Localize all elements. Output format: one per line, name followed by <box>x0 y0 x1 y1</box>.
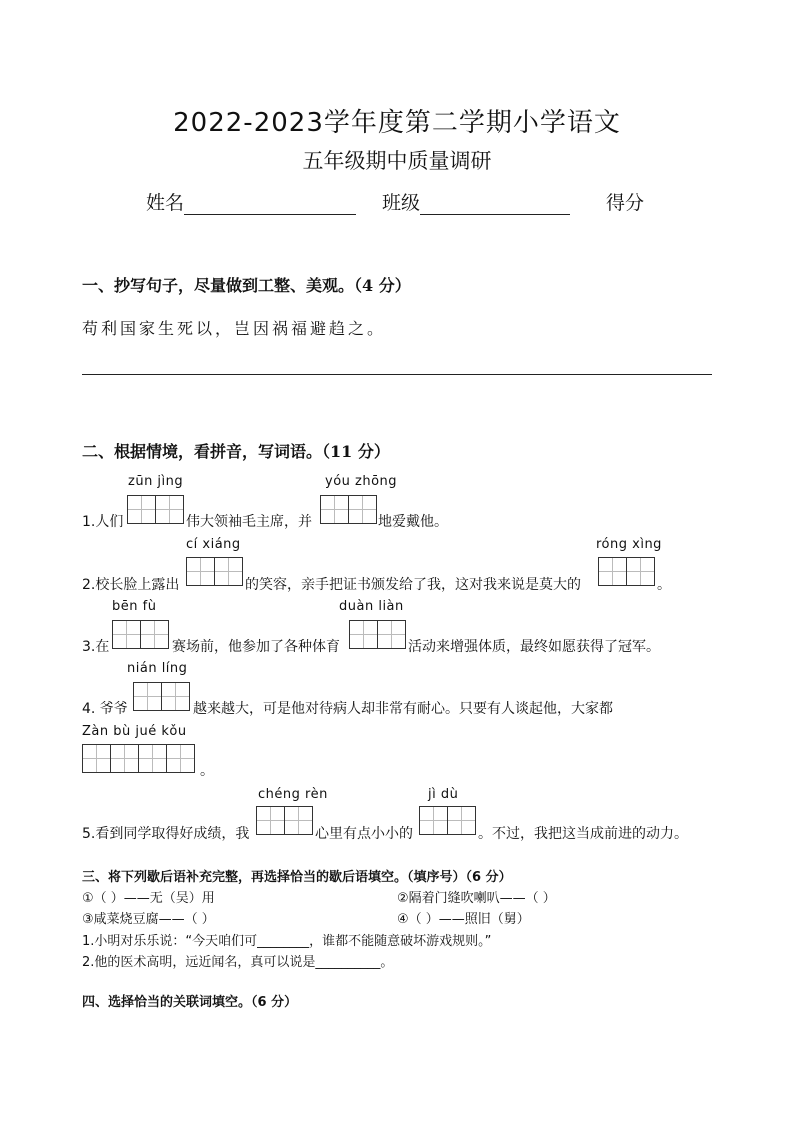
q2-answer-box-a[interactable] <box>186 557 243 587</box>
q5-prefix: 5.看到同学取得好成绩，我 <box>82 826 250 842</box>
xiehouyu-item-1[interactable]: ①（ ）——无（吴）用 <box>82 891 215 906</box>
pinyin-q3b: duàn liàn <box>339 599 404 614</box>
section2-heading: 二、根据情境，看拼音，写词语。（11 分） <box>82 442 390 461</box>
pinyin-q2b: róng xìng <box>596 537 662 552</box>
pinyin-q1b: yóu zhōng <box>325 474 398 489</box>
xiehouyu-item-3[interactable]: ③咸菜烧豆腐——（ ） <box>82 912 215 927</box>
score-label: 得分 <box>606 192 645 214</box>
q3-prefix: 3.在 <box>82 639 110 655</box>
q4-answer-box-a[interactable] <box>133 682 190 712</box>
pinyin-q2a: cí xiáng <box>186 537 241 552</box>
pinyin-q3a: bēn fù <box>112 599 157 614</box>
section4-heading: 四、选择恰当的关联词填空。（6 分） <box>82 995 298 1010</box>
pinyin-q4b: Zàn bù jué kǒu <box>82 724 187 739</box>
q3-mid: 赛场前，他参加了各种体育 <box>172 639 340 655</box>
page-title: 2022-2023学年度第二学期小学语文 <box>173 108 621 138</box>
name-blank[interactable] <box>184 194 356 215</box>
q3-answer-box-b[interactable] <box>349 620 406 650</box>
pinyin-q4a: nián líng <box>127 661 188 676</box>
class-field <box>382 188 570 215</box>
q5-suffix: 。不过，我把这当成前进的动力。 <box>478 826 688 842</box>
q5-mid: 心里有点小小的 <box>315 826 413 842</box>
q4-mid: 越来越大，可是他对待病人却非常有耐心。只要有人谈起他，大家都 <box>193 701 613 717</box>
q1-answer-box-b[interactable] <box>320 495 377 525</box>
q1-suffix: 地爱戴他。 <box>378 514 448 530</box>
section3-heading: 三、将下列歇后语补充完整，再选择恰当的歇后语填空。（填序号）（6 分） <box>82 870 512 885</box>
name-field <box>146 188 356 215</box>
q2-prefix: 2.校长脸上露出 <box>82 577 180 593</box>
pinyin-q5b: jì dù <box>428 787 459 802</box>
q1-answer-box-a[interactable] <box>127 495 184 525</box>
q5-answer-box-b[interactable] <box>419 806 476 836</box>
xiehouyu-item-4[interactable]: ④（ ）——照旧（舅） <box>397 912 530 927</box>
copy-answer-line[interactable] <box>82 374 712 375</box>
q2-mid: 的笑容，亲手把证书颁发给了我，这对我来说是莫大的 <box>245 577 581 593</box>
section1-heading: 一、抄写句子，尽量做到工整、美观。（4 分） <box>82 276 411 295</box>
q4-suffix: 。 <box>200 763 214 779</box>
xiehouyu-item-2[interactable]: ②隔着门缝吹喇叭——（ ） <box>397 891 556 906</box>
q3-answer-box-a[interactable] <box>112 620 169 650</box>
xiehouyu-question-1[interactable]: 1.小明对乐乐说：“今天咱们可________，谁都不能随意破坏游戏规则。” <box>82 934 492 949</box>
pinyin-q5a: chéng rèn <box>258 787 328 802</box>
q1-mid: 伟大领袖毛主席，并 <box>186 514 312 530</box>
q4-prefix: 4. 爷爷 <box>82 701 128 717</box>
copy-sentence: 苟利国家生死以，岂因祸福避趋之。 <box>82 319 387 338</box>
q2-suffix: 。 <box>657 577 671 593</box>
q1-prefix: 1.人们 <box>82 514 124 530</box>
name-label: 姓名 <box>146 192 185 214</box>
class-blank[interactable] <box>420 194 570 215</box>
q5-answer-box-a[interactable] <box>256 806 313 836</box>
q4-answer-box-b[interactable] <box>82 744 195 774</box>
xiehouyu-question-2[interactable]: 2.他的医术高明，远近闻名，真可以说是__________。 <box>82 955 394 970</box>
q2-answer-box-b[interactable] <box>598 557 655 587</box>
class-label: 班级 <box>382 192 421 214</box>
q3-suffix: 活动来增强体质，最终如愿获得了冠军。 <box>408 639 660 655</box>
page-subtitle: 五年级期中质量调研 <box>302 149 492 173</box>
pinyin-q1a: zūn jìng <box>128 474 184 489</box>
